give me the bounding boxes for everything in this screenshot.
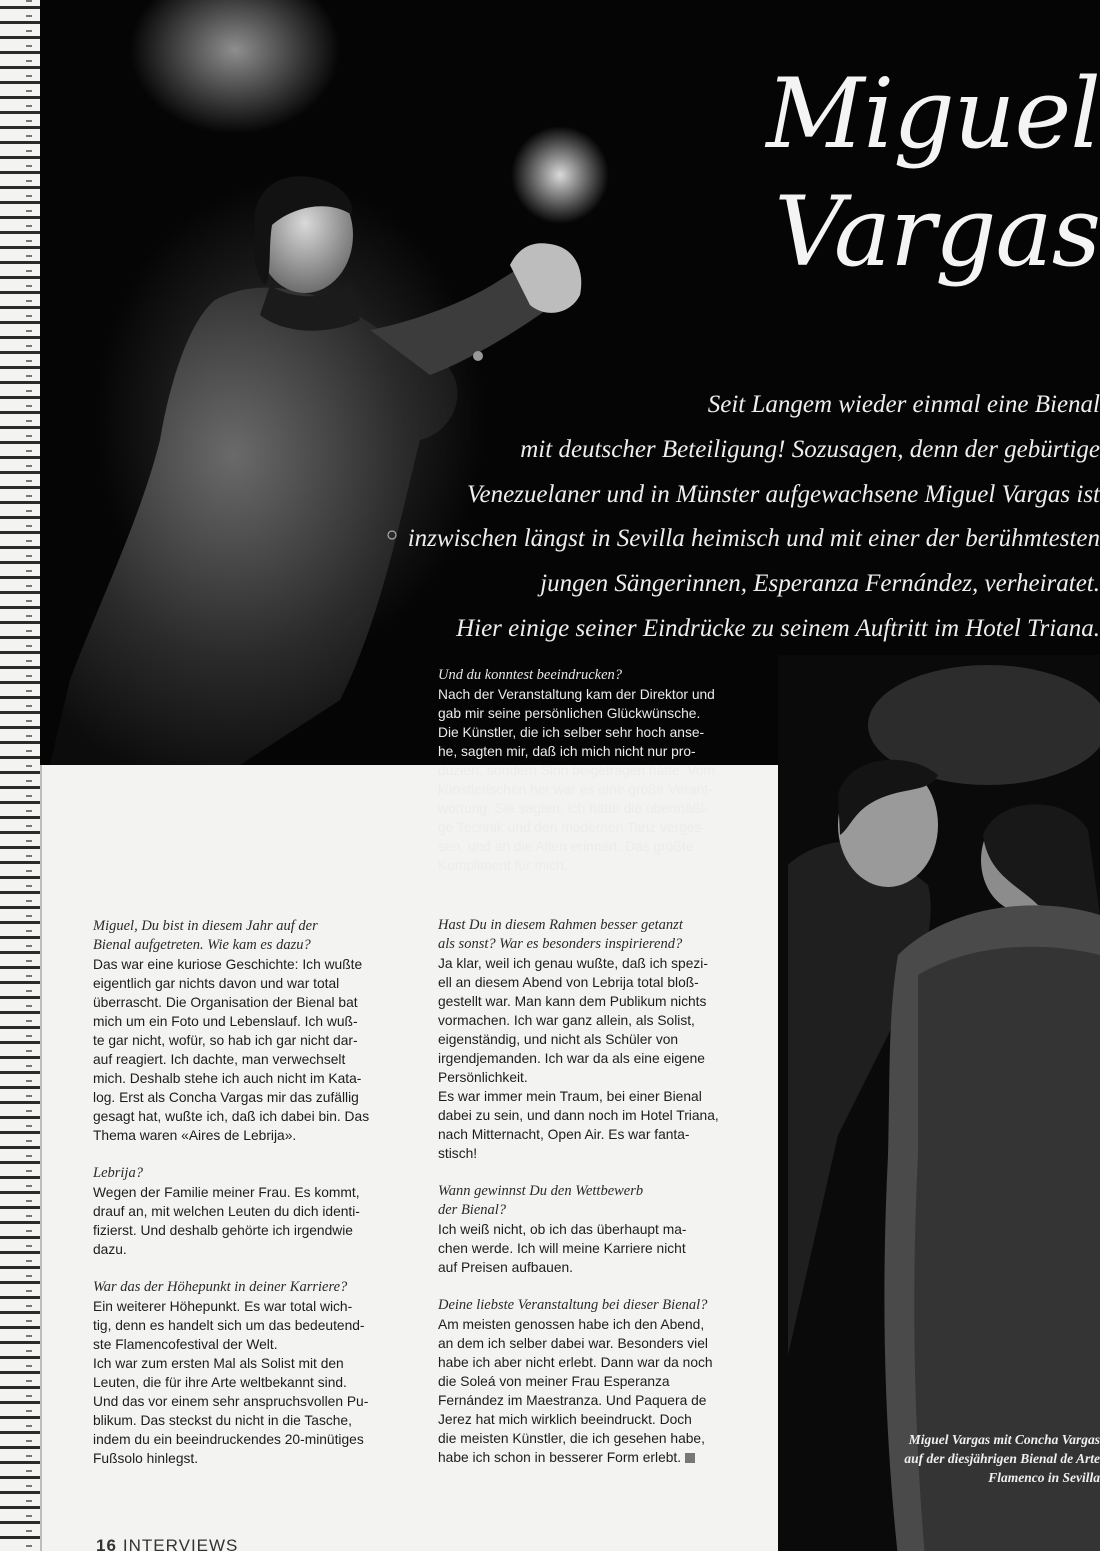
spiral-binding	[0, 0, 42, 1551]
photo-caption	[800, 1430, 1100, 1487]
interview-answer: Ein weiterer Höhepunkt. Es war total wich- tig, denn es handelt sich um das bedeutend- ste Flamencofestival der Welt. Ich war zum ersten Mal als Solist mit den Leuten, die für ihre Arte weltbekannt sind. Und das vor einem sehr anspruchsvollen Pu- blikum. Das steckst du nicht in die Tasche, indem du ein beeindruckendes 20-minütiges Fußsolo hinlegst.	[93, 1299, 369, 1466]
article-column-middle-top	[438, 666, 763, 875]
interview-answer: Ja klar, weil ich genau wußte, daß ich spezi- ell an diesem Abend von Lebrija total bloß- gestellt war. Man kann dem Publikum nichts vormachen. Ich war ganz allein, als Solist, eigenständig, und nicht als Schüler von irgendjemanden. Ich war da als eine eigene Persönlichkeit. Es war immer mein Traum, bei einer Bienal dabei zu sein, und dann noch im Hotel Triana, nach Mitternacht, Open Air. Es war fanta- stisch!	[438, 956, 719, 1161]
end-of-article-icon	[685, 1453, 695, 1463]
intro-line: Hier einige seiner Eindrücke zu seinem Auftritt im Hotel Triana.	[456, 614, 1100, 642]
caption-line: Flamenco in Sevilla	[988, 1470, 1100, 1485]
title-line-2: Vargas	[774, 176, 1100, 288]
interview-question: Deine liebste Veranstaltung bei dieser Bienal?	[438, 1297, 708, 1313]
interview-answer: Das war eine kuriose Geschichte: Ich wußte eigentlich gar nichts davon und war total überrascht. Die Organisation der Bienal bat mich um ein Foto und Lebenslauf. Ich wuß- te gar nicht, wofür, so hab ich gar nicht dar- auf reagiert. Ich dachte, man verwechselt mich. Deshalb stehe ich auch nicht im Kata- log. Erst als Concha Vargas mir das zufällig gesagt hat, wußte ich, daß ich dabei bin. Das Thema waren «Aires de Lebrija».	[93, 957, 370, 1143]
intro-line: inzwischen längst in Sevilla heimisch und mit einer der berühmtesten	[407, 525, 1100, 553]
interview-question: Lebrija?	[93, 1165, 143, 1181]
interview-answer: Wegen der Familie meiner Frau. Es kommt, drauf an, mit welchen Leuten du dich identi- fizierst. Und deshalb gehörte ich irgendwie dazu.	[93, 1185, 360, 1257]
caption-line: auf der diesjährigen Bienal de Arte	[904, 1451, 1100, 1466]
intro-line: Venezuelaner und in Münster aufgewachsene Miguel Vargas ist	[466, 480, 1100, 508]
intro-line: mit deutscher Beteiligung! Sozusagen, denn der gebürtige	[520, 435, 1100, 463]
interview-question: Und du konntest beeindrucken?	[438, 667, 623, 683]
section-label: INTERVIEWS	[122, 1536, 239, 1551]
article-intro	[380, 383, 1100, 652]
caption-line: Miguel Vargas mit Concha Vargas	[908, 1432, 1100, 1447]
intro-line: Seit Langem wieder einmal eine Bienal	[707, 391, 1100, 418]
page-number: 16	[96, 1536, 117, 1551]
interview-answer	[438, 1315, 763, 1467]
title-line-1: Miguel	[766, 58, 1100, 170]
couple-photo-image	[778, 655, 1100, 1551]
interview-answer: Nach der Veranstaltung kam der Direktor und gab mir seine persönlichen Glückwünsche. Die Künstler, die ich selber sehr hoch anse- he, sagten mir, daß ich mich nicht nur pro- duziert, sondern Sinn beigetragen hätte. Vom künstlerischen her war es eine große Verant- wortung. Sie sagten, ich hätte die übermäßi- ge Technik und den modernen Tanz verges- sen, und an die Alten erinnert. Das größte Kompliment für mich.	[438, 687, 715, 873]
interview-answer-text: Am meisten genossen habe ich den Abend, an dem ich selber dabei war. Besonders viel habe ich aber nicht erlebt. Dann war da noch die Soleá von meiner Frau Esperanza Fernández im Maestranza. Und Paquera de Jerez hat mich wirklich beeindruckt. Doch die meisten Künstler, die ich gesehen habe, habe ich schon in besserer Form erlebt.	[438, 1317, 713, 1465]
interview-question: Hast Du in diesem Rahmen besser getanzt als sonst? War es besonders inspirierend?	[438, 917, 683, 952]
article-column-middle	[438, 916, 763, 1467]
intro-line: jungen Sängerinnen, Esperanza Fernández, verheiratet.	[540, 570, 1100, 598]
interview-answer: Ich weiß nicht, ob ich das überhaupt ma- chen werde. Ich will meine Karriere nicht auf Preisen aufbauen.	[438, 1222, 687, 1275]
page-footer	[96, 1536, 238, 1551]
interview-question: War das der Höhepunkt in deiner Karriere?	[93, 1279, 348, 1295]
interview-question: Miguel, Du bist in diesem Jahr auf der Bienal aufgetreten. Wie kam es dazu?	[93, 918, 318, 953]
article-title	[580, 55, 1100, 291]
couple-photo	[778, 655, 1100, 1551]
interview-question: Wann gewinnst Du den Wettbewerb der Bienal?	[438, 1183, 644, 1218]
article-column-left	[93, 917, 418, 1468]
